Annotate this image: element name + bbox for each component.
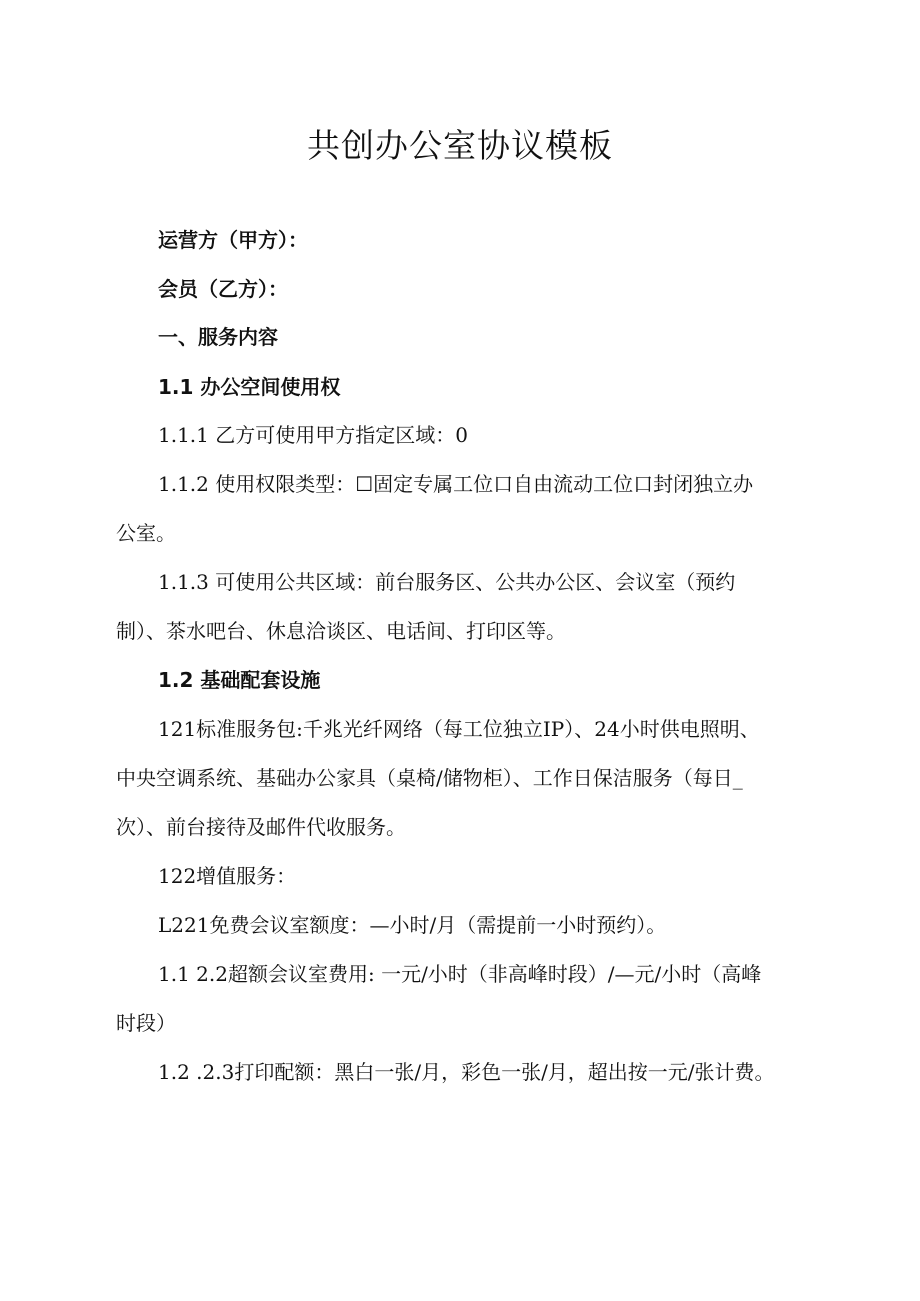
subsection-heading-space-rights: 1.1 办公空间使用权 xyxy=(158,375,341,399)
clause-standard-package-cont-1: 中央空调系统、基础办公家具（桌椅/储物柜）、工作日保洁服务（每日_ xyxy=(116,766,743,790)
clause-extra-meeting-fee-cont: 时段） xyxy=(116,1011,176,1035)
clause-1-1-2-cont: 公室。 xyxy=(116,521,176,545)
clause-free-meeting-room: L221免费会议室额度：—小时/月（需提前一小时预约）。 xyxy=(158,913,667,937)
clause-standard-package-cont-2: 次）、前台接待及邮件代收服务。 xyxy=(116,815,406,839)
clause-1-1-1: 1.1.1 乙方可使用甲方指定区域：0 xyxy=(158,423,468,447)
clause-1-1-3: 1.1.3 可使用公共区域：前台服务区、公共办公区、会议室（预约 xyxy=(158,570,736,594)
party-b-label: 会员（乙方）： xyxy=(158,277,288,301)
clause-value-added: 122增值服务： xyxy=(158,864,297,888)
clause-1-1-3-cont: 制）、茶水吧台、休息洽谈区、电话间、打印区等。 xyxy=(116,619,566,643)
subsection-heading-facilities: 1.2 基础配套设施 xyxy=(158,668,321,692)
document-title: 共创办公室协议模板 xyxy=(307,126,613,165)
clause-standard-package: 121标准服务包:千兆光纤网络（每工位独立IP）、24小时供电照明、 xyxy=(158,717,760,741)
clause-print-quota: 1.2 .2.3打印配额：黑白一张/月，彩色一张/月，超出按一元/张计费。 xyxy=(158,1060,775,1084)
section-heading-services: 一、服务内容 xyxy=(158,325,278,349)
clause-extra-meeting-fee: 1.1 2.2超额会议室费用: 一元/小时（非高峰时段）/—元/小时（高峰 xyxy=(158,962,762,986)
clause-1-1-2: 1.1.2 使用权限类型：☐固定专属工位口自由流动工位口封闭独立办 xyxy=(158,472,754,496)
party-a-label: 运营方（甲方）： xyxy=(158,228,308,252)
